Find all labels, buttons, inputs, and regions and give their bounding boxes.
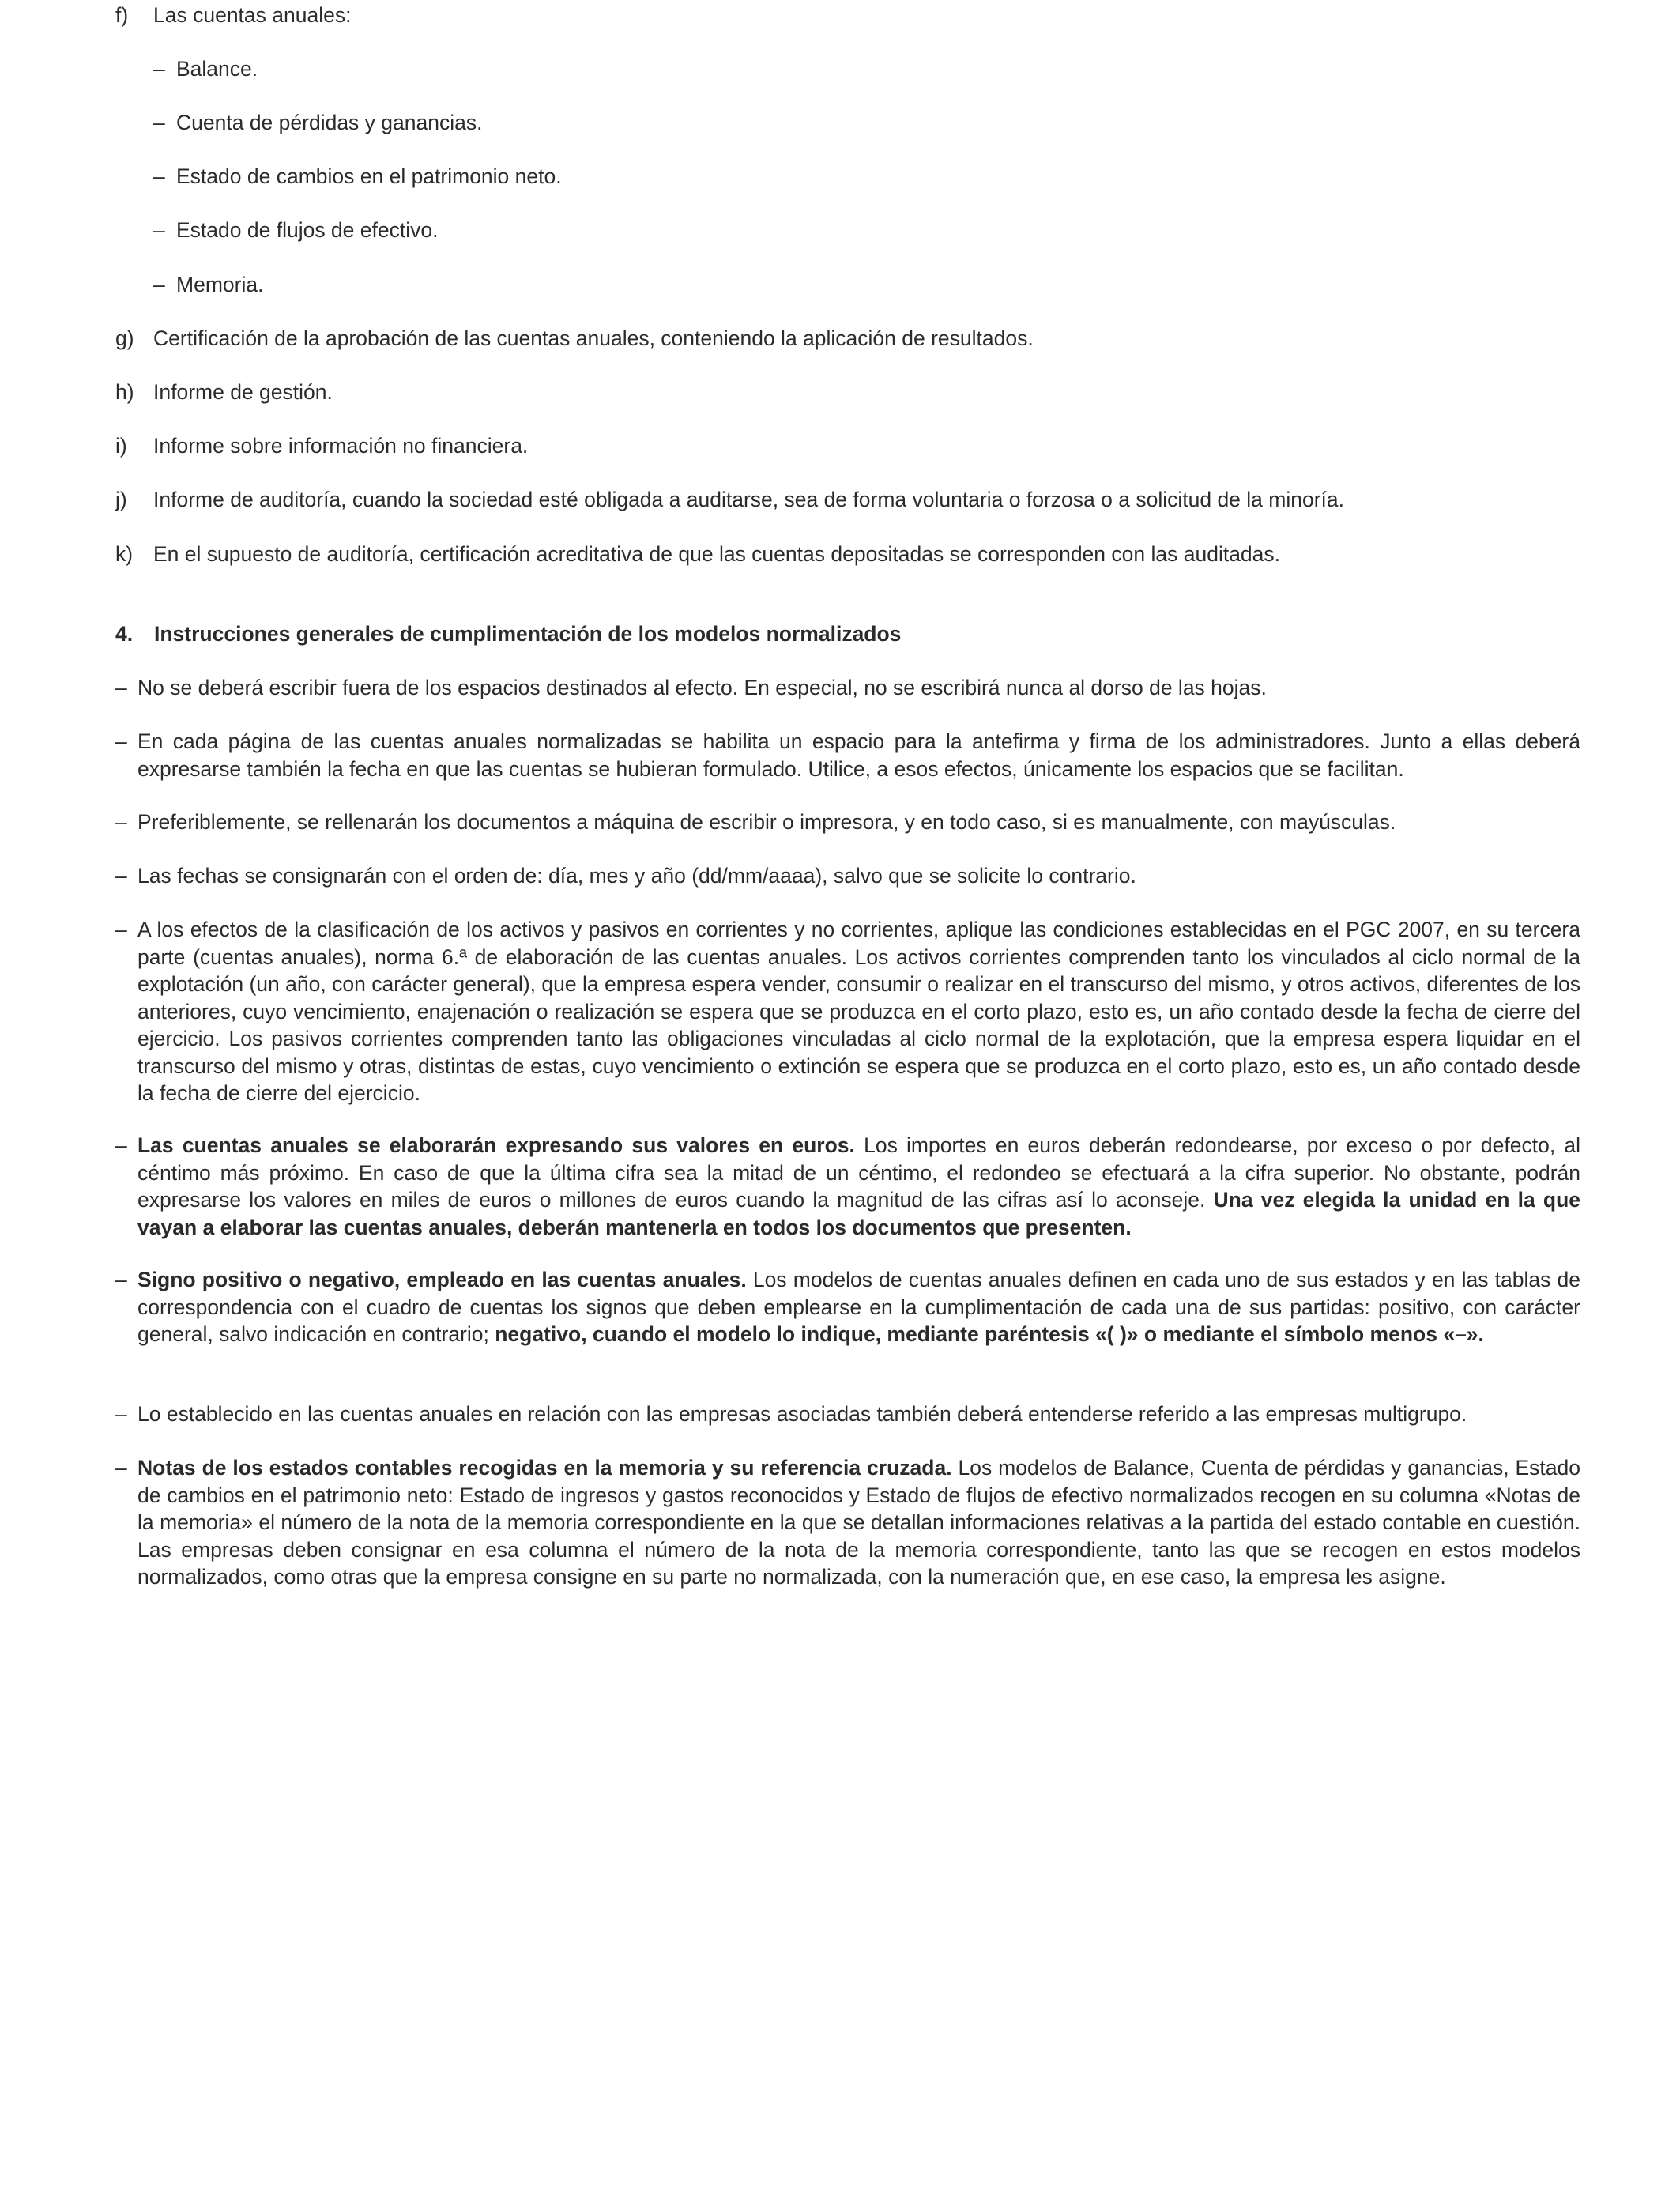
bullet-bold-unidad: Una vez elegida la unidad en la que vayan a elaborar las cuentas anuales, deberán mantenerla en todos los documentos que presenten. <box>137 1188 1580 1239</box>
sub-item-estado-cambios: Estado de cambios en el patrimonio neto. <box>176 164 562 188</box>
bullet-dash: – <box>115 1268 127 1291</box>
bullet-dash: – <box>115 1133 127 1157</box>
bullet-dash: – <box>115 864 127 888</box>
bullet-plain-notas: Los modelos de Balance, Cuenta de pérdidas y ganancias, Estado de cambios en el patrimonio neto: Estado de ingresos y gastos reconocidos y Estado de flujos de efectivo normalizados recogen en su columna «Notas de la memoria» el número de la nota de la memoria correspondiente en la que se detallan informaciones relativas a la partida del estado contable en cuestión. Las empresas deben consignar en esa columna el número de la nota de la memoria correspondiente, tanto las que se recogen en estos modelos normalizados, como otras que la empresa consigne en su parte no normalizada, con la numeración que, en ese caso, la empresa les asigne. <box>137 1456 1580 1589</box>
list-text-h: Informe de gestión. <box>153 380 333 404</box>
bullet-text-maquina: Preferiblemente, se rellenarán los documentos a máquina de escribir o impresora, y en todo caso, si es manualmente, con mayúsculas. <box>137 810 1396 834</box>
bullet-dash: – <box>115 676 127 699</box>
bullet-bold-signo: Signo positivo o negativo, empleado en las cuentas anuales. <box>137 1268 747 1291</box>
bullet-plain-signo: Los modelos de cuentas anuales definen en cada uno de sus estados y en las tablas de correspondencia con el cuadro de cuentas los signos que deben emplearse en la cumplimentación de cada una de sus partidas: positivo, con carácter general, salvo indicación en contrario; <box>137 1268 1580 1346</box>
list-label-h: h) <box>115 380 134 404</box>
bullet-text-euros <box>137 1132 1580 1241</box>
list-text-j: Informe de auditoría, cuando la sociedad esté obligada a auditarse, sea de forma voluntaria o forzosa o a solicitud de la minoría. <box>153 488 1344 511</box>
bullet-dash: – <box>115 1402 127 1426</box>
list-label-k: k) <box>115 542 134 566</box>
sub-dash: – <box>153 164 165 188</box>
sub-item-cuenta-pyg: Cuenta de pérdidas y ganancias. <box>176 111 483 134</box>
list-text-k: En el supuesto de auditoría, certificación acreditativa de que las cuentas depositadas se corresponden con las auditadas. <box>153 542 1281 566</box>
bullet-text-signo <box>137 1266 1580 1348</box>
sub-item-balance: Balance. <box>176 57 258 81</box>
sub-dash: – <box>153 273 165 296</box>
list-label-i: i) <box>115 434 127 458</box>
section-heading <box>115 620 901 648</box>
list-label-j: j) <box>115 488 127 511</box>
bullet-bold-euros: Las cuentas anuales se elaborarán expresando sus valores en euros. <box>137 1133 855 1157</box>
list-text-g: Certificación de la aprobación de las cuentas anuales, conteniendo la aplicación de resultados. <box>153 326 1034 350</box>
list-label-g: g) <box>115 326 134 350</box>
bullet-dash: – <box>115 729 127 753</box>
sub-item-flujos: Estado de flujos de efectivo. <box>176 218 439 242</box>
sub-dash: – <box>153 111 165 134</box>
bullet-plain-euros: Los importes en euros deberán redondearse, por exceso o por defecto, al céntimo más próximo. En caso de que la última cifra sea la mitad de un céntimo, el redondeo se efectuará a la cifra superior. No obstante, podrán expresarse los valores en miles de euros o millones de euros cuando la magnitud de las cifras así lo aconseje. <box>137 1133 1580 1212</box>
bullet-text-antefirma: En cada página de las cuentas anuales normalizadas se habilita un espacio para la antefirma y firma de los administradores. Junto a ellas deberá expresarse también la fecha en que las cuentas se hubieran formulado. Utilice, a esos efectos, únicamente los espacios que se facilitan. <box>137 729 1580 781</box>
sub-dash: – <box>153 57 165 81</box>
bullet-text-clasificacion: A los efectos de la clasificación de los activos y pasivos en corrientes y no corrientes, aplique las condiciones establecidas en el PGC 2007, en su tercera parte (cuentas anuales), norma 6.ª de elaboración de las cuentas anuales. Los activos corrientes comprenden tanto los vinculados al ciclo normal de la explotación (un año, con carácter general), que la empresa espera vender, consumir o realizar en el transcurso del mismo, y otros activos, diferentes de los anteriores, cuyo vencimiento, enajenación o realización se espera que se produzca en el corto plazo, esto es, un año contado desde la fecha de cierre del ejercicio. Los pasivos corrientes comprenden tanto las obligaciones vinculadas al ciclo normal de la explotación, que la empresa espera liquidar en el transcurso del mismo y otras, distintas de estas, cuyo vencimiento o extinción se espera que se produzca en el corto plazo, esto es, un año contado desde la fecha de cierre del ejercicio. <box>137 918 1580 1105</box>
bullet-bold-notas: Notas de los estados contables recogidas en la memoria y su referencia cruzada. <box>137 1456 952 1480</box>
bullet-text-fechas: Las fechas se consignarán con el orden de: día, mes y año (dd/mm/aaaa), salvo que se solicite lo contrario. <box>137 864 1136 888</box>
bullet-text-notas <box>137 1454 1580 1591</box>
list-text-i: Informe sobre información no financiera. <box>153 434 529 458</box>
bullet-text-multigrupo: Lo establecido en las cuentas anuales en relación con las empresas asociadas también deberá entenderse referido a las empresas multigrupo. <box>137 1402 1467 1426</box>
bullet-dash: – <box>115 810 127 834</box>
section-number: 4. <box>115 622 134 646</box>
list-text-f: Las cuentas anuales: <box>153 3 352 27</box>
section-title: Instrucciones generales de cumplimentación de los modelos normalizados <box>154 622 902 646</box>
bullet-text-espacios: No se deberá escribir fuera de los espacios destinados al efecto. En especial, no se escribirá nunca al dorso de las hojas. <box>137 676 1267 699</box>
sub-item-memoria: Memoria. <box>176 273 264 296</box>
list-label-f: f) <box>115 3 129 27</box>
bullet-bold-negativo: negativo, cuando el modelo lo indique, mediante paréntesis «( )» o mediante el símbolo menos «–». <box>495 1322 1484 1346</box>
sub-dash: – <box>153 218 165 242</box>
bullet-dash: – <box>115 918 127 941</box>
bullet-dash: – <box>115 1456 127 1480</box>
